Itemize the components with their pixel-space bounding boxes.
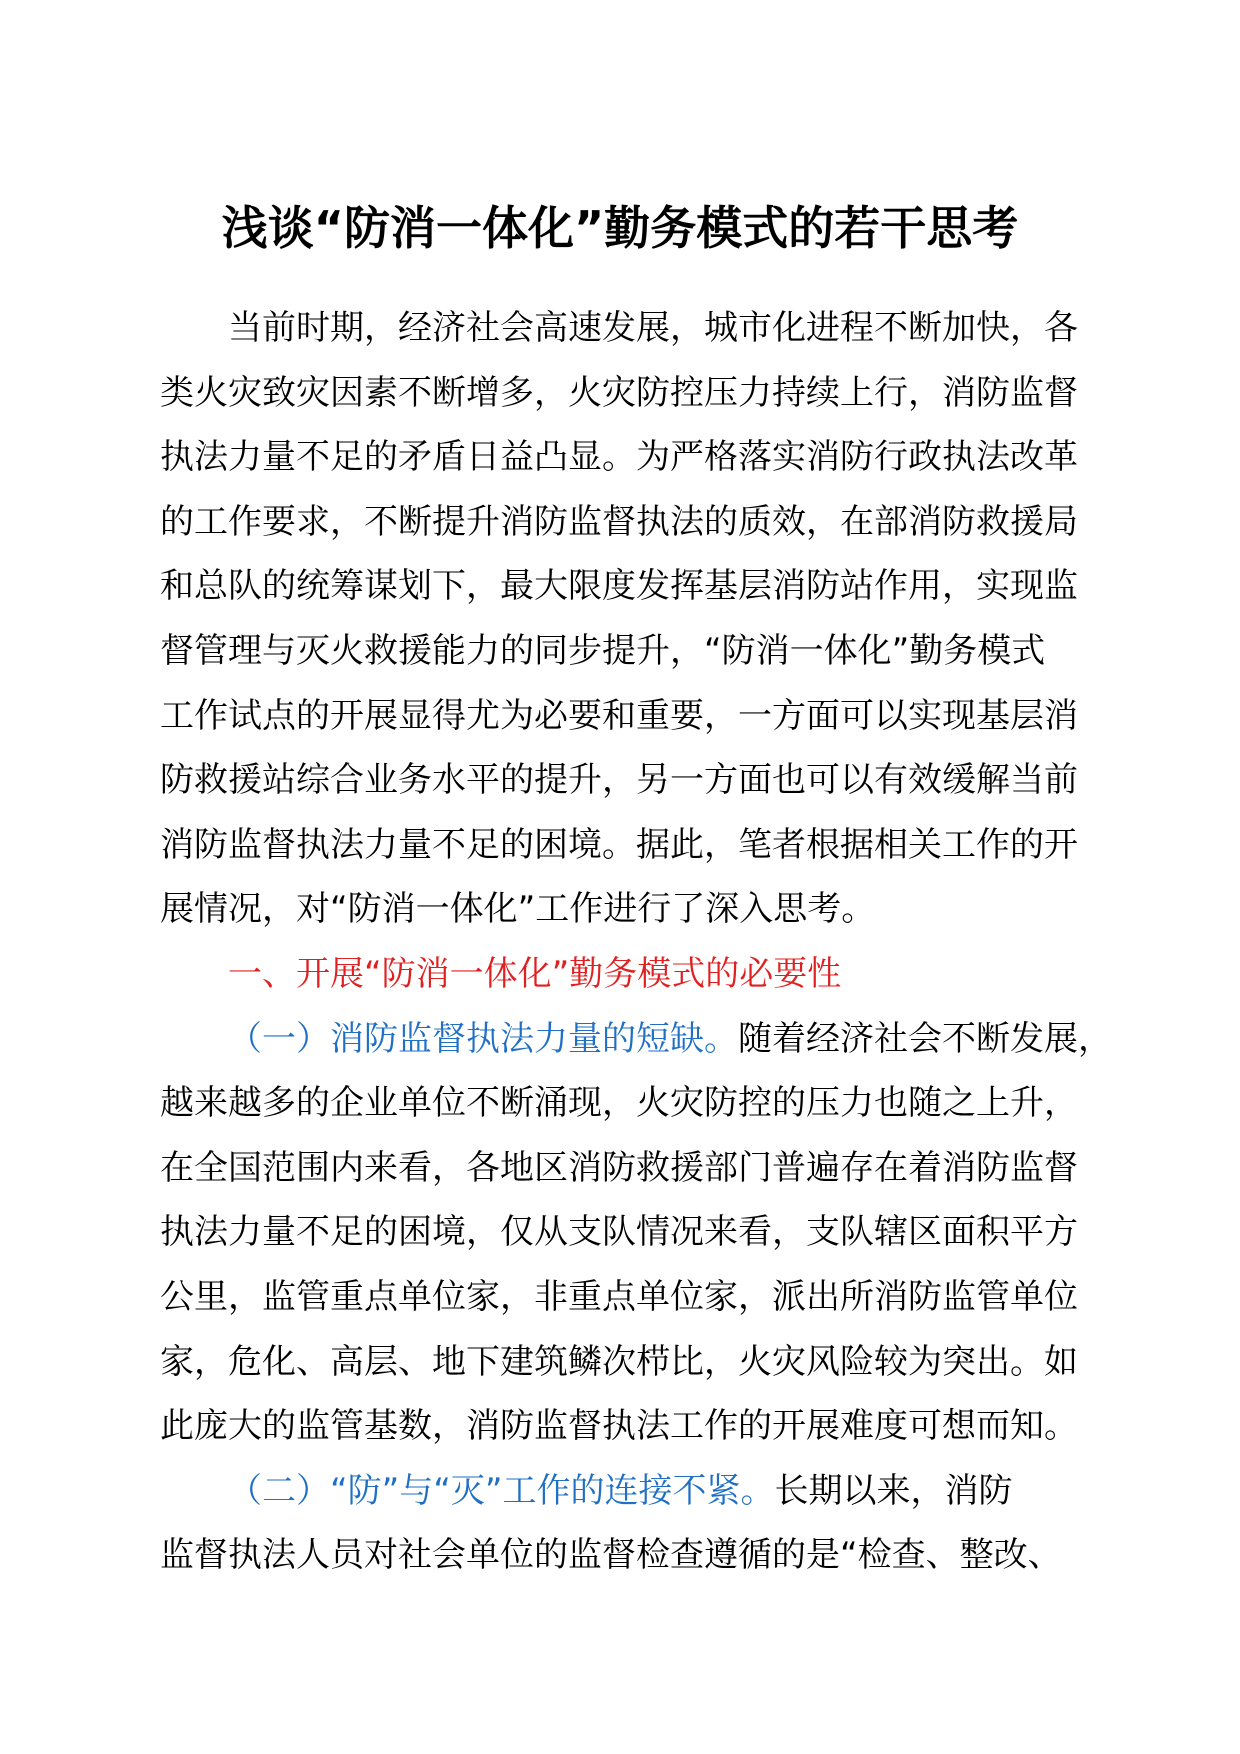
line-text: 公里，监管重点单位家，非重点单位家，派出所消防监管单位 [160,1276,1078,1317]
line-text: 展情况，对“防消一体化”工作进行了深入思考。 [160,889,876,930]
line-text: 督管理与灭火救援能力的同步提升，“防消一体化”勤务模式 [160,630,1046,671]
paragraph-line [160,425,1100,490]
subsection-heading: （二）“防”与“灭”工作的连接不紧。 [228,1470,775,1511]
line-text: 在全国范围内来看，各地区消防救援部门普遍存在着消防监督 [160,1147,1078,1188]
paragraph-line [160,296,1100,361]
line-text: 的工作要求，不断提升消防监督执法的质效，在部消防救援局 [160,501,1078,542]
paragraph-line [160,554,1100,619]
section-heading-line [160,1459,1100,1524]
paragraph-line [160,1136,1100,1201]
line-text: 防救援站综合业务水平的提升，另一方面也可以有效缓解当前 [160,760,1078,801]
line-text: 越来越多的企业单位不断涌现，火灾防控的压力也随之上升， [160,1083,1078,1124]
paragraph-line [160,1523,1100,1588]
document-title: 浅谈“防消一体化”勤务模式的若干思考 [221,201,1019,255]
line-text: 和总队的统筹谋划下，最大限度发挥基层消防站作用，实现监 [160,566,1078,607]
line-text: 长期以来，消防 [774,1470,1013,1511]
paragraph-line [160,1200,1100,1265]
paragraph-line [160,748,1100,813]
line-text: 随着经济社会不断发展， [738,1018,1112,1059]
paragraph-line [160,490,1100,555]
paragraph-line [160,877,1100,942]
paragraph-line [160,1265,1100,1330]
line-text: 执法力量不足的困境，仅从支队情况来看，支队辖区面积平方 [160,1212,1078,1253]
line-text: 家，危化、高层、地下建筑鳞次栉比，火灾风险较为突出。如 [160,1341,1078,1382]
section-heading: 一、开展“防消一体化”勤务模式的必要性 [228,953,842,994]
section-heading-line [160,942,1100,1007]
line-text: 执法力量不足的矛盾日益凸显。为严格落实消防行政执法改革 [160,437,1078,478]
section-heading-line [160,1007,1112,1072]
line-text: 消防监督执法力量不足的困境。据此，笔者根据相关工作的开 [160,824,1078,865]
subsection-heading: （一）消防监督执法力量的短缺。 [228,1018,738,1059]
paragraph-line [160,361,1100,426]
paragraph-line [160,684,1100,749]
paragraph-line [160,1071,1100,1136]
line-text: 此庞大的监管基数，消防监督执法工作的开展难度可想而知。 [160,1406,1078,1447]
paragraph-line [160,619,1100,684]
line-text: 监督执法人员对社会单位的监督检查遵循的是“检查、整改、 [160,1535,1062,1576]
line-text: 类火灾致灾因素不断增多，火灾防控压力持续上行，消防监督 [160,372,1078,413]
document-body [160,296,1112,1588]
paragraph-line [160,1394,1100,1459]
line-text: 当前时期，经济社会高速发展，城市化进程不断加快，各 [228,308,1078,348]
paragraph-line [160,813,1100,878]
line-text: 工作试点的开展显得尤为必要和重要，一方面可以实现基层消 [160,695,1078,736]
paragraph-line [160,1330,1100,1395]
